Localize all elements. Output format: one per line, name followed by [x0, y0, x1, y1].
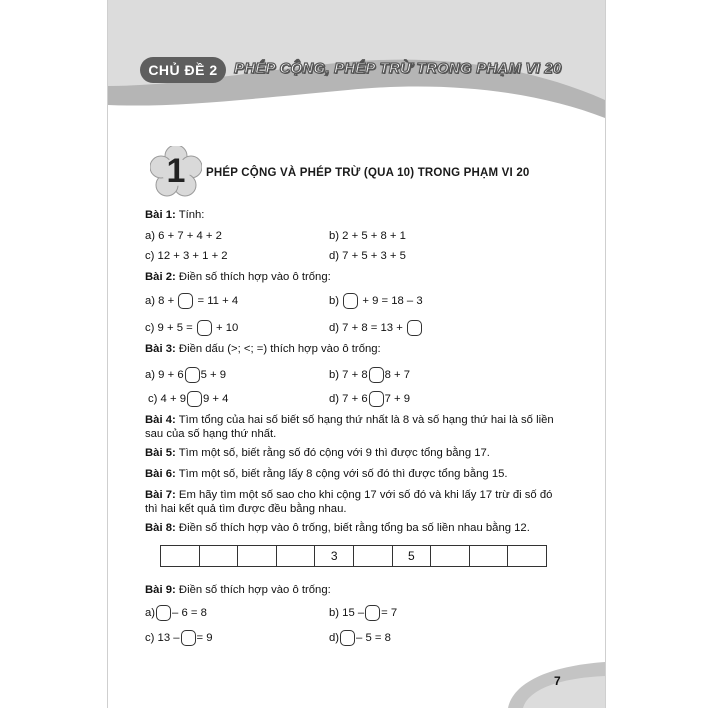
exercise-5: Bài 5: Tìm một số, biết rằng số đó cộng với 9 thì được tổng bằng 17.	[145, 447, 490, 459]
exercise-2-b: b) + 9 = 18 – 3	[329, 293, 423, 309]
footer-swoosh	[108, 648, 605, 708]
sequence-cell[interactable]	[161, 546, 200, 566]
exercise-1-c: c) 12 + 3 + 1 + 2	[145, 250, 228, 262]
exercise-3-c: c) 4 + 9 9 + 4	[148, 391, 228, 407]
number-sequence-table	[160, 545, 547, 567]
sequence-cell[interactable]	[431, 546, 470, 566]
answer-box[interactable]	[156, 605, 171, 621]
exercise-9-b: b) 15 – = 7	[329, 605, 397, 621]
page-number: 7	[554, 674, 561, 688]
exercise-8-heading: Bài 8: Điền số thích hợp vào ô trống, biết rằng tổng ba số liền nhau bằng 12.	[145, 522, 530, 534]
answer-box[interactable]	[178, 293, 193, 309]
exercise-1-a: a) 6 + 7 + 4 + 2	[145, 230, 222, 242]
sequence-cell[interactable]	[508, 546, 546, 566]
exercise-9-a: a) – 6 = 8	[145, 605, 207, 621]
lesson-number: 1	[166, 152, 186, 190]
answer-box[interactable]	[407, 320, 422, 336]
exercise-9-heading: Bài 9: Điền số thích hợp vào ô trống:	[145, 584, 331, 596]
exercise-4-line-2: sau của số hạng thứ nhất.	[145, 428, 277, 440]
exercise-2-d: d) 7 + 8 = 13 +	[329, 320, 423, 336]
exercise-6: Bài 6: Tìm một số, biết rằng lấy 8 cộng với số đó thì được tổng bằng 15.	[145, 468, 508, 480]
sequence-cell[interactable]	[354, 546, 393, 566]
answer-box[interactable]	[343, 293, 358, 309]
answer-box[interactable]	[365, 605, 380, 621]
answer-box[interactable]	[197, 320, 212, 336]
sequence-cell[interactable]: 3	[315, 546, 354, 566]
sequence-cell[interactable]	[277, 546, 316, 566]
answer-box[interactable]	[369, 391, 384, 407]
exercise-3-b: b) 7 + 8 8 + 7	[329, 367, 410, 383]
exercise-2-heading: Bài 2: Điền số thích hợp vào ô trống:	[145, 271, 331, 283]
exercise-7-line-2: thì hai kết quả tìm được đều bằng nhau.	[145, 503, 347, 515]
exercise-9-c: c) 13 – = 9	[145, 630, 213, 646]
sequence-cell[interactable]: 5	[393, 546, 432, 566]
lesson-title: PHÉP CỘNG VÀ PHÉP TRỪ (QUA 10) TRONG PHẠM VI 20	[206, 167, 530, 179]
exercise-2-c: c) 9 + 5 = + 10	[145, 320, 238, 336]
exercise-4-line-1: Bài 4: Tìm tổng của hai số biết số hạng thứ nhất là 8 và số hạng thứ hai là số liền	[145, 414, 554, 426]
answer-box[interactable]	[340, 630, 355, 646]
exercise-1-d: d) 7 + 5 + 3 + 5	[329, 250, 406, 262]
worksheet-page	[107, 0, 606, 708]
exercise-3-heading: Bài 3: Điền dấu (>; <; =) thích hợp vào ô trống:	[145, 343, 381, 355]
answer-box[interactable]	[185, 367, 200, 383]
answer-box[interactable]	[181, 630, 196, 646]
sequence-cell[interactable]	[200, 546, 239, 566]
exercise-7-line-1: Bài 7: Em hãy tìm một số sao cho khi cộng 17 với số đó và khi lấy 17 trừ đi số đó	[145, 489, 553, 501]
lesson-number-badge	[150, 146, 202, 198]
exercise-1-heading: Bài 1: Tính:	[145, 209, 205, 221]
sequence-cell[interactable]	[470, 546, 509, 566]
exercise-2-a: a) 8 + = 11 + 4	[145, 293, 238, 309]
exercise-1-b: b) 2 + 5 + 8 + 1	[329, 230, 406, 242]
answer-box[interactable]	[369, 367, 384, 383]
chapter-title: PHÉP CỘNG, PHÉP TRỪ TRONG PHẠM VI 20	[234, 60, 562, 77]
answer-box[interactable]	[187, 391, 202, 407]
chapter-badge: CHỦ ĐỀ 2	[140, 57, 226, 83]
exercise-3-a: a) 9 + 6 5 + 9	[145, 367, 226, 383]
exercise-9-d: d) – 5 = 8	[329, 630, 391, 646]
sequence-cell[interactable]	[238, 546, 277, 566]
exercise-3-d: d) 7 + 6 7 + 9	[329, 391, 410, 407]
